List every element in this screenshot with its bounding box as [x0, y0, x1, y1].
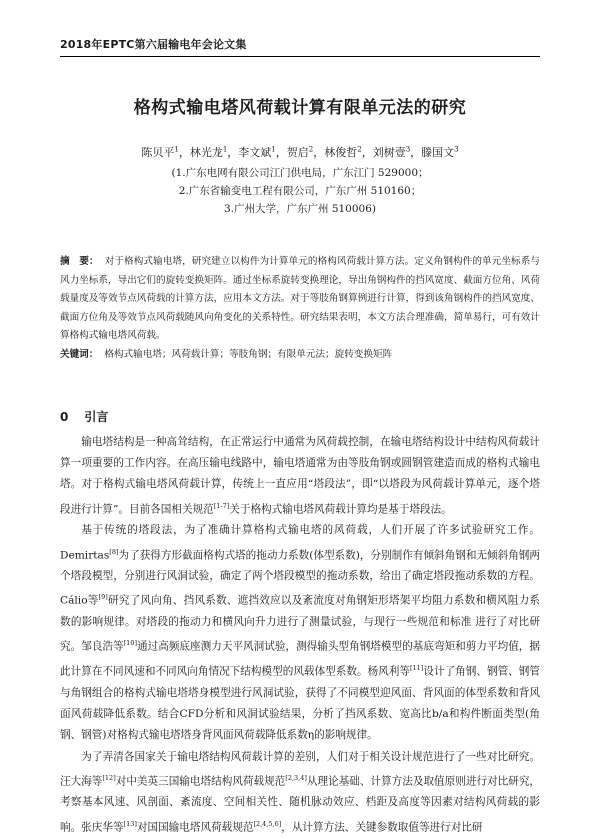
paragraph-text: ，从计算方法、关键参数取值等进行对比研 — [281, 821, 482, 833]
paper-title: 格构式输电塔风荷载计算有限单元法的研究 — [0, 93, 600, 118]
author-list: 陈贝平$^1$，林光龙$^1$，李文斌$^1$，贺启$^2$，林俊哲$^2$，刘树壹$^3$，滕国文$^3$ — [0, 144, 600, 160]
author — [238, 146, 275, 159]
paragraph-text: 研究了风向角、挡风系数、遮挡效应以及紊流度对角钢矩形塔架平均阻力系数和横风阻力系数的影响规律。对塔段的拖动力和横风向升力进行了测量试验，与现行一些规范和标准 进行了对比研究。邹良浩等 — [60, 595, 540, 653]
paragraph-text: 为了获得方形截面格构式塔的拖动力系数(体型系数)，分别制作有倾斜角钢和无倾斜角钢两个塔段模型，分别进行风洞试验，确定了两个塔段模型的拖动系数，给出了确定塔段拖动系数的方程。Cálio等 — [60, 549, 540, 607]
author-affiliation-mark: 2 — [309, 145, 313, 153]
paragraph-text: 对中美英三国输电塔结构风荷载规范 — [116, 775, 286, 787]
author — [421, 146, 458, 159]
affiliation-3: 3.广州大学，广东广州 510006) — [0, 201, 600, 216]
author-name: 贺启 — [287, 146, 309, 159]
abstract — [60, 253, 540, 346]
author-affiliation-mark: 3 — [454, 145, 458, 153]
affiliation-2: 2.广东省输变电工程有限公司，广东广州 510160； — [0, 183, 600, 198]
keywords — [60, 346, 540, 365]
citation-ref: [8] — [109, 548, 118, 556]
author — [190, 146, 227, 159]
section-heading — [60, 408, 108, 425]
affiliation-1: (1.广东电网有限公司江门供电局，广东江门 529000； — [0, 165, 600, 180]
paragraph-text: 输电塔结构是一种高耸结构，在正常运行中通常为风荷载控制，在输电塔结构设计中结构风荷载计算一项重要的工作内容。在高压输电线路中，输电塔通常为由等肢角钢或圆钢管建造而成的格构式输电塔。对于格构式输电塔风荷载计算，传统上一直应用“塔段法”，即“以塔段为风荷载计算单元，逐个塔段进行计算”。目前各国相关规范 — [60, 436, 540, 515]
section-title: 引言 — [84, 410, 108, 424]
author-affiliation-mark: 1 — [271, 145, 275, 153]
body-paragraph — [60, 432, 540, 520]
author — [324, 146, 361, 159]
author — [141, 146, 178, 159]
author-affiliation-mark: 1 — [223, 145, 227, 153]
author-name: 李文斌 — [238, 146, 271, 159]
header-rule — [60, 56, 540, 57]
paragraph-text: 设计了角钢、钢管、钢管与角钢组合的格构式输电塔塔身模型进行风洞试验，获得了不同模型迎风面、背风面的体型系数和背风面风荷载降低系数。结合CFD分析和风洞试验结果，分析了挡风系数、宽高比b/a和构件断面类型(角钢、钢管)对格构式输电塔塔身背风面风荷载降低系数η的影响规律。 — [60, 666, 540, 742]
author-name: 林俊哲 — [324, 146, 357, 159]
keywords-label: 关键词： — [60, 349, 98, 360]
citation-ref: [12] — [102, 774, 115, 782]
abstract-text: 对于格构式输电塔，研究建立以构件为计算单元的格构风荷载计算方法。定义角钢构件的单元坐标系与风力坐标系，导出它们的旋转变换矩阵。通过坐标系旋转变换理论，导出角钢构件的挡风宽度、截面方位角、风荷载量度及等效节点风荷载的计算方法，应用本文方法。对于等肢角钢算例进行计算，得到该角钢构件的挡风宽度、截面方位角及等效节点风荷载随风向角变化的关系特性。研究结果表明，本文方法合理准确，简单易行，可有效计算格构式输电塔风荷载。 — [60, 256, 540, 341]
body-text — [60, 432, 540, 838]
citation-ref: [1-7] — [214, 502, 230, 510]
author-affiliation-mark: 2 — [357, 145, 361, 153]
body-paragraph — [60, 747, 540, 838]
paragraph-text: 通过高频底座测力天平风洞试验，测得输头型角钢塔模型的基底弯矩和剪力平均值，据此计算在不同风速和不同风向角情况下结构模型的风载体型系数。杨风利等 — [60, 641, 540, 678]
citation-ref: [13] — [124, 820, 137, 828]
paragraph-text: 对国国输电塔风荷载规范 — [137, 821, 254, 833]
author-name: 林光龙 — [190, 146, 223, 159]
author — [373, 146, 410, 159]
author-name: 滕国文 — [421, 146, 454, 159]
section-number: 0 — [60, 410, 68, 424]
paragraph-text: 为了弄清各国家关于输电塔结构风荷载计算的差别，人们对于相关设计规范进行了一些对比研究。汪大海等 — [60, 751, 540, 788]
running-header: 2018年EPTC第六届输电年会论文集 — [60, 36, 247, 52]
author-affiliation-mark: 1 — [174, 145, 178, 153]
paragraph-text: 从理论基础、计算方法及取值原则进行对比研究，考察基本风速、风剖面、紊流度、空间相关性、随机脉动效应、档距及高度等因素对结构风荷载的影响。张庆华等 — [60, 775, 540, 833]
keywords-text: 格构式输电塔；风荷载计算；等肢角钢；有限单元法；旋转变换矩阵 — [104, 349, 392, 360]
paragraph-text: 基于传统的塔段法，为了准确计算格构式输电塔的风荷载，人们开展了许多试验研究工作。Demirtas — [60, 524, 540, 561]
author-name: 陈贝平 — [141, 146, 174, 159]
citation-ref: [2,4,5,6] — [253, 820, 281, 828]
body-paragraph — [60, 520, 540, 746]
paragraph-text: 关于格构式输电塔风荷载计算均是基于塔段法。 — [229, 503, 451, 515]
author-name: 刘树壹 — [373, 146, 406, 159]
author-affiliation-mark: 3 — [406, 145, 410, 153]
citation-ref: [10] — [124, 639, 137, 647]
citation-ref: [2,3,4] — [285, 774, 307, 782]
abstract-label: 摘 要： — [60, 256, 99, 267]
citation-ref: [11] — [410, 664, 423, 672]
citation-ref: [9] — [99, 593, 108, 601]
author — [287, 146, 313, 159]
